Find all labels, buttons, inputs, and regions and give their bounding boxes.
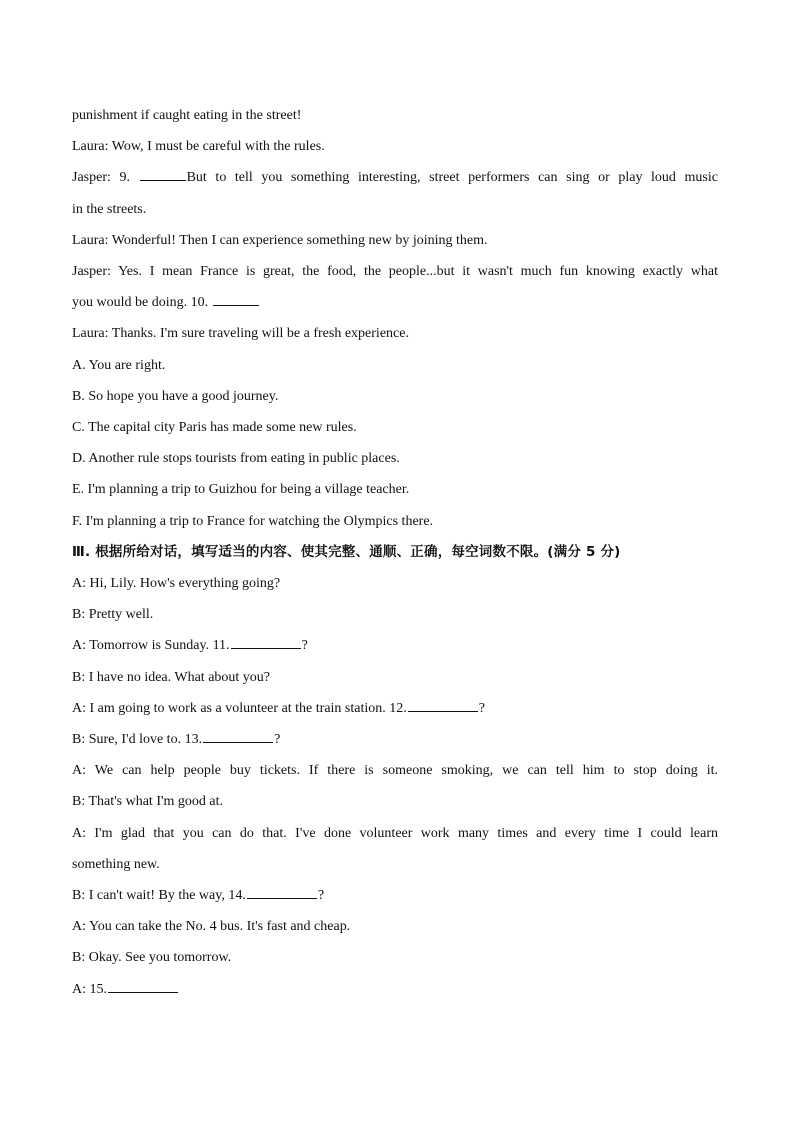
dialogue-line: B: I have no idea. What about you? xyxy=(72,669,271,685)
dialogue-line-q13 xyxy=(72,724,718,755)
option-b: B. So hope you have a good journey. xyxy=(72,388,279,404)
dialogue-line: Jasper: Yes. I mean France is great, the food, the people...but it wasn't much fun knowing exactly what xyxy=(72,264,718,280)
option-a: A. You are right. xyxy=(72,357,166,373)
answer-blank-10 xyxy=(213,291,259,306)
dialogue-line: B: That's what I'm good at. xyxy=(72,794,223,810)
dialogue-line: Laura: Thanks. I'm sure traveling will be a fresh experience. xyxy=(72,326,409,342)
line-text: ? xyxy=(274,732,281,748)
line-text: ? xyxy=(317,888,325,904)
dialogue-line: Laura: Wonderful! Then I can experience something new by joining them. xyxy=(72,232,488,248)
dialogue-line: something new. xyxy=(72,856,160,872)
line-text: A: I am going to work as a volunteer at the train station. 12. xyxy=(72,700,407,716)
line-text: Jasper: 9. xyxy=(72,170,139,186)
section-heading: Ⅲ. 根据所给对话，填写适当的内容、使其完整、通顺、正确，每空词数不限。(满分 5 分) xyxy=(72,543,621,560)
dialogue-line-q9 xyxy=(72,162,718,193)
line-text: B: I can't wait! By the way, 14. xyxy=(72,888,246,904)
option-d: D. Another rule stops tourists from eating in public places. xyxy=(72,451,400,467)
answer-blank-15 xyxy=(108,978,178,993)
answer-blank-12 xyxy=(408,697,478,712)
dialogue-line-q15 xyxy=(72,974,718,1005)
line-text: B: Sure, I'd love to. 13. xyxy=(72,732,203,748)
dialogue-line-q11 xyxy=(72,630,718,661)
dialogue-line: A: I'm glad that you can do that. I've done volunteer work many times and every time I could learn xyxy=(72,825,718,841)
answer-blank-9 xyxy=(140,166,186,181)
dialogue-line-q12 xyxy=(72,693,718,724)
option-f: F. I'm planning a trip to France for watching the Olympics there. xyxy=(72,513,434,529)
line-text: you would be doing. 10. xyxy=(72,295,212,311)
dialogue-line: B: Okay. See you tomorrow. xyxy=(72,950,232,966)
answer-blank-14 xyxy=(247,884,317,899)
dialogue-line: in the streets. xyxy=(72,201,147,217)
dialogue-line: A: We can help people buy tickets. If there is someone smoking, we can tell him to stop doing it. xyxy=(72,763,718,779)
dialogue-line-q14 xyxy=(72,880,718,911)
dialogue-line: B: Pretty well. xyxy=(72,607,154,623)
line-text: ? xyxy=(478,700,485,716)
dialogue-line: punishment if caught eating in the street! xyxy=(72,108,302,123)
line-text: A: 15. xyxy=(72,981,107,997)
dialogue-line: A: Hi, Lily. How's everything going? xyxy=(72,576,281,592)
option-e: E. I'm planning a trip to Guizhou for being a village teacher. xyxy=(72,482,410,498)
option-c: C. The capital city Paris has made some new rules. xyxy=(72,420,357,436)
line-text: A: Tomorrow is Sunday. 11. xyxy=(72,638,230,654)
dialogue-line: A: You can take the No. 4 bus. It's fast and cheap. xyxy=(72,919,351,935)
dialogue-line-q10 xyxy=(72,287,718,318)
line-text: ? xyxy=(301,638,308,654)
answer-blank-11 xyxy=(231,634,301,649)
answer-blank-13 xyxy=(203,728,273,743)
line-text: But to tell you something interesting, street performers can sing or play loud music xyxy=(186,170,718,186)
dialogue-line: Laura: Wow, I must be careful with the rules. xyxy=(72,139,325,155)
